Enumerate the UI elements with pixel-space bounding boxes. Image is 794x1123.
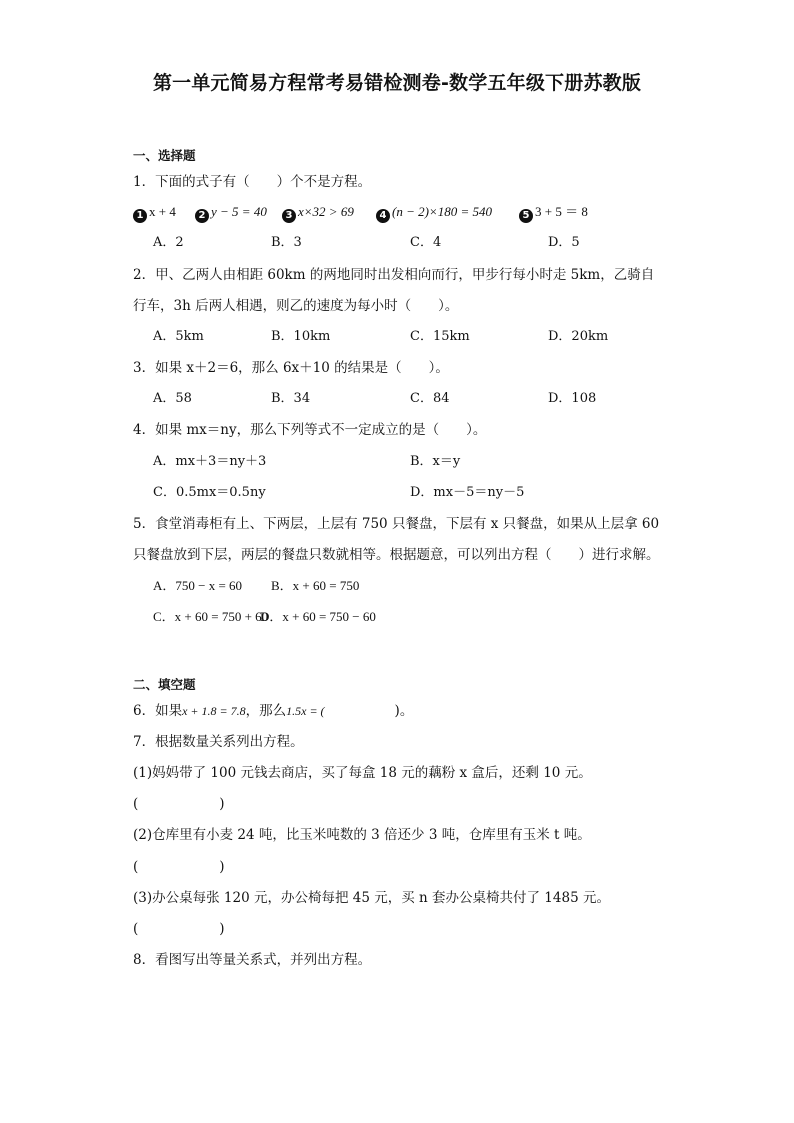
q7-part-2-text: (2)仓库里有小麦 24 吨，比玉米吨数的 3 倍还少 3 吨，仓库里有玉米 t 吨。 [133,827,591,843]
question-6 [133,702,413,720]
q5-option-a[interactable]: A．750 − x = 60 [153,578,243,593]
circled-number: 3 [282,209,296,223]
q5-option-d[interactable]: D．x + 60 = 750 − 60 [260,609,376,624]
q1-item-1 [133,203,176,223]
circled-number: 4 [376,209,390,223]
q3-option-b[interactable]: B．34 [271,391,311,406]
q1-option-b[interactable]: B．3 [271,235,302,250]
q3-option-c[interactable]: C．84 [410,391,450,406]
question-1-stem: 1．下面的式子有（ ）个不是方程。 [133,174,372,190]
section-heading-choice: 一、选择题 [133,148,196,163]
q7-part-1-blank[interactable]: ( ) [133,796,225,812]
q3-option-a[interactable]: A．58 [153,391,192,406]
circled-number: 2 [195,209,209,223]
q6-ask: 1.5x = ( [286,704,325,718]
question-2-line-2: 行车，3h 后两人相遇，则乙的速度为每小时（ ）。 [133,298,459,314]
q1-option-d[interactable]: D．5 [548,235,580,250]
q1-expression: 3 + 5 ＝ 8 [535,204,588,219]
q6-blank-close: )。 [394,703,414,719]
q6-condition: x + 1.8 = 7.8 [182,704,246,718]
q4-option-b[interactable]: B．x＝y [410,454,461,469]
q1-expression: y − 5 = 40 [211,204,267,219]
q5-option-c[interactable]: C．x + 60 = 750 + 60 [153,609,269,624]
q1-item-4 [376,203,492,223]
question-8-stem: 8．看图写出等量关系式，并列出方程。 [133,952,372,968]
q2-option-b[interactable]: B．10km [271,329,331,344]
q3-option-d[interactable]: D．108 [548,391,597,406]
q1-option-a[interactable]: A．2 [153,235,184,250]
circled-number: 1 [133,209,147,223]
circled-number: 5 [519,209,533,223]
q4-option-a[interactable]: A．mx＋3＝ny＋3 [153,454,267,469]
q2-option-d[interactable]: D．20km [548,329,609,344]
q7-part-1-text: (1)妈妈带了 100 元钱去商店，买了每盒 18 元的藕粉 x 盒后，还剩 10 元。 [133,765,592,781]
question-5-line-2: 只餐盘放到下层，两层的餐盘只数就相等。根据题意，可以列出方程（ ）进行求解。 [133,547,660,563]
q1-item-2 [195,203,267,223]
q6-mid: ，那么 [245,703,287,719]
question-2-line-1: 2．甲、乙两人由相距 60km 的两地同时出发相向而行，甲步行每小时走 5km，乙骑自 [133,267,655,283]
q6-prefix: 6．如果 [133,703,183,719]
q7-part-2-blank[interactable]: ( ) [133,859,225,875]
page-title: 第一单元简易方程常考易错检测卷-数学五年级下册苏教版 [152,72,642,94]
question-3-stem: 3．如果 x＋2＝6，那么 6x＋10 的结果是（ ）。 [133,360,449,376]
q1-expression: x + 4 [149,204,176,219]
q1-item-3 [282,203,354,223]
q4-option-c[interactable]: C．0.5mx＝0.5ny [153,485,266,500]
question-4-stem: 4．如果 mx＝ny，那么下列等式不一定成立的是（ ）。 [133,422,487,438]
q2-option-a[interactable]: A．5km [153,329,204,344]
q1-expression: (n − 2)×180 = 540 [392,204,492,219]
q1-item-5 [519,203,588,223]
question-7-stem: 7．根据数量关系列出方程。 [133,734,304,750]
q7-part-3-blank[interactable]: ( ) [133,921,225,937]
question-5-line-1: 5．食堂消毒柜有上、下两层，上层有 750 只餐盘，下层有 x 只餐盘，如果从上层拿 60 [133,516,660,532]
q1-option-c[interactable]: C．4 [410,235,442,250]
q1-expression: x×32 > 69 [298,204,354,219]
q7-part-3-text: (3)办公桌每张 120 元，办公椅每把 45 元，买 n 套办公桌椅共付了 1485 元。 [133,890,610,906]
q2-option-c[interactable]: C．15km [410,329,470,344]
q5-option-b[interactable]: B．x + 60 = 750 [271,578,360,593]
section-heading-fill-blank: 二、填空题 [133,677,196,692]
q4-option-d[interactable]: D．mx－5＝ny－5 [410,485,525,500]
